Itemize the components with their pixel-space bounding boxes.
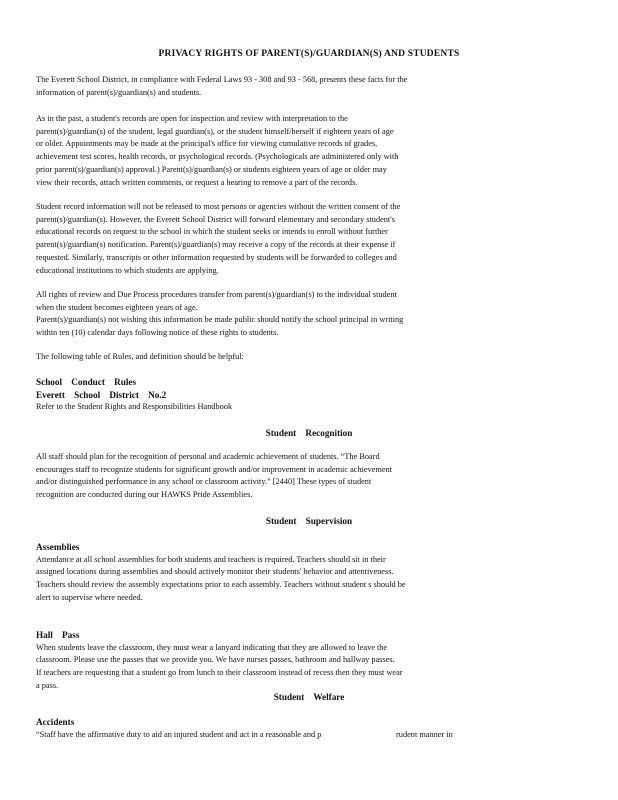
handbook-reference: Refer to the Student Rights and Responsibilities Handbook [36,402,233,412]
text-line: achievement test scores, health records, or psychological records. (Psychologicals are administered only with [36,152,399,162]
text-line: Teachers should review the assembly expectations prior to each assembly. Teachers without student s should be [36,580,406,590]
text-line: view their records, attach written comments, or request a hearing to remove a part of the records. [36,177,358,187]
text-line: classroom. Please use the passes that we provide you. We have nurses passes, bathroom and hallway passes. [36,655,395,665]
text-line: alert to supervise where needed. [36,592,143,602]
text-line: Student record information will not be released to most persons or agencies without the written consent of the [36,202,401,211]
text-line: All rights of review and Due Process procedures transfer from parent(s)/guardian(s) to the individual student [36,290,397,299]
assemblies-heading: Assemblies [36,542,80,552]
text-line: recognition are conducted during our HAWKS Pride Assemblies. [36,490,253,500]
text-line: and/or distinguished performance in any school or classroom activity.” [2440] These types of student [36,477,372,487]
text-line: prior parent(s)/guardian(s) approval.) Parent(s)/guardian(s) or students eighteen years of age or older may [36,164,387,174]
intro-paragraph [36,74,580,99]
text-line: “Staff have the affirmative duty to aid an injured student and act in a reasonable and p rudent manner in [36,729,453,739]
document-title: PRIVACY RIGHTS OF PARENT(S)/GUARDIAN(S) AND STUDENTS [158,49,460,59]
text-line: within ten (10) calendar days following notice of these rights to students. [36,328,279,338]
rules-intro-paragraph [36,351,580,364]
rules-heading: School Conduct Rules [36,377,137,387]
text-line: If teachers are requesting that a student go from lunch to their classroom instead of recess then they must wear [36,668,403,678]
text-line: All staff should plan for the recognition of personal and academic achievement of students. “The Board [36,452,380,461]
hall-pass-section [36,629,580,693]
text-line: or older. Appointments may be made at the principal's office for viewing cumulative records of grades, [36,139,378,149]
section-heading-supervision: Student Supervision [265,516,353,526]
text-line: parent(s)/guardian(s). However, the Everett School District will forward elementary and secondary student's [36,214,395,224]
text-line: Parent(s)/guardian(s) not wishing this information be made public should notify the school principal in writing [36,315,404,325]
hall-pass-heading: Hall Pass [36,630,80,640]
records-inspection-paragraph [36,113,580,189]
recognition-paragraph [36,451,580,502]
school-conduct-rules [36,376,580,414]
section-heading-welfare: Student Welfare [273,692,345,702]
text-line: As in the past, a student's records are open for inspection and review with interpretation to the [36,114,348,123]
rights-transfer-paragraph [36,289,580,340]
text-line: parent(s)/guardian(s) notification. Parent(s)/guardian(s) may receive a copy of the records at their expense if [36,240,396,250]
text-line: When students leave the classroom, they must wear a lanyard indicating that they are allowed to leave the [36,642,388,652]
text-line: The Everett School District, in compliance with Federal Laws 93 - 308 and 93 - 568, presents these facts for the [36,75,408,84]
text-line: requested. Similarly, transcripts or other information requested by students will be forwarded to colleges and [36,252,397,262]
text-line: a pass. [36,680,59,690]
assemblies-section [36,541,580,605]
text-line: information of parent(s)/guardian(s) and students. [36,87,202,97]
text-line: The following table of Rules, and definition should be helpful: [36,352,244,361]
text-line: encourages staff to recognize students for significant growth and/or improvement in academic achievement [36,464,393,474]
text-line: when the student becomes eighteen years of age. [36,302,198,312]
text-line: assigned locations during assemblies and should actively monitor their students' behavior and attentiveness. [36,567,394,577]
section-heading-recognition: Student Recognition [265,428,353,438]
district-heading: Everett School District No.2 [36,389,167,400]
accidents-heading: Accidents [36,717,75,727]
text-line: educational institutions to which students are applying. [36,265,219,275]
text-line: parent(s)/guardian(s) of the student, legal guardian(s), or the student himself/herself if eighteen years of age [36,126,394,136]
text-line: educational records on request to the school in which the student seeks or intends to enroll without further [36,227,388,237]
text-line: Attendance at all school assemblies for both students and teachers is required. Teachers should sit in their [36,554,386,564]
records-release-paragraph [36,201,580,277]
accidents-section [36,716,580,741]
